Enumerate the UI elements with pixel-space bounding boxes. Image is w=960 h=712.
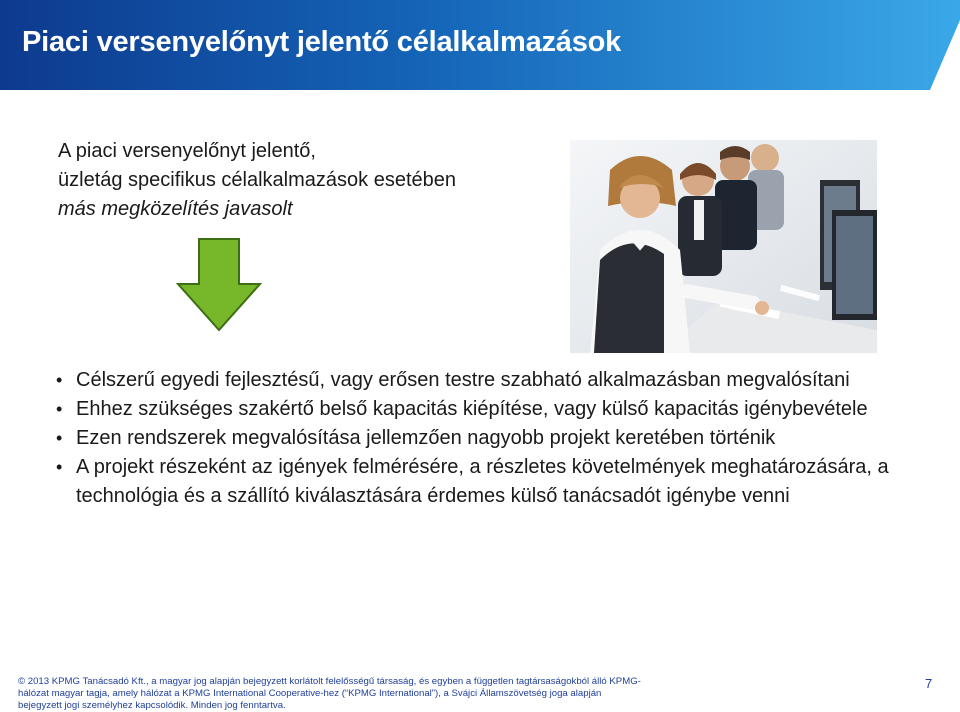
bullet-item: • Célszerű egyedi fejlesztésű, vagy erősen testre szabható alkalmazásban megvalósítani	[56, 369, 850, 391]
footer-line-1: © 2013 KPMG Tanácsadó Kft., a magyar jog alapján bejegyzett korlátolt felelősségű társaság, és egyben a független tagtársaságokból álló KPMG-	[18, 676, 641, 687]
bullet-text: Ehhez szükséges szakértő belső kapacitás kiépítése, vagy külső kapacitás igénybevétele	[76, 398, 868, 420]
down-arrow-icon	[176, 238, 262, 332]
bullet-item: • A projekt részeként az igények felmérésére, a részletes követelmények meghatározására, a technológia és a szállító kiválasztására érdemes külső tanácsadót igénybe venni	[56, 456, 889, 507]
intro-line-1: A piaci versenyelőnyt jelentő,	[58, 140, 316, 162]
bullet-text: Célszerű egyedi fejlesztésű, vagy erősen testre szabható alkalmazásban megvalósítani	[76, 369, 850, 391]
copyright-footer	[18, 676, 658, 712]
bullet-text: Ezen rendszerek megvalósítása jellemzően nagyobb projekt keretében történik	[76, 427, 776, 449]
footer-line-2: hálózat magyar tagja, amely hálózat a KPMG International Cooperative-hez (“KPMG International”), a Svájci Államszövetség joga alapján	[18, 688, 602, 699]
bullet-item: • Ezen rendszerek megvalósítása jellemzően nagyobb projekt keretében történik	[56, 427, 776, 449]
footer-line-3: bejegyzett jogi személyhez kapcsolódik. Minden jog fenntartva.	[18, 700, 286, 711]
intro-line-3: más megközelítés javasolt	[58, 198, 293, 220]
bullet-list	[56, 366, 916, 511]
intro-text	[58, 137, 558, 224]
bullet-item: • Ehhez szükséges szakértő belső kapacitás kiépítése, vagy külső kapacitás igénybevétele	[56, 398, 868, 420]
office-workers-photo	[570, 140, 877, 353]
bullet-text: A projekt részeként az igények felmérésére, a részletes követelmények meghatározására, a technológia és a szállító kiválasztására érdemes külső tanácsadót igénybe venni	[76, 456, 889, 507]
page-number: 7	[925, 676, 933, 691]
intro-line-2: üzletág specifikus célalkalmazások esetében	[58, 169, 456, 191]
page-title: Piaci versenyelőnyt jelentő célalkalmazások	[22, 26, 622, 58]
